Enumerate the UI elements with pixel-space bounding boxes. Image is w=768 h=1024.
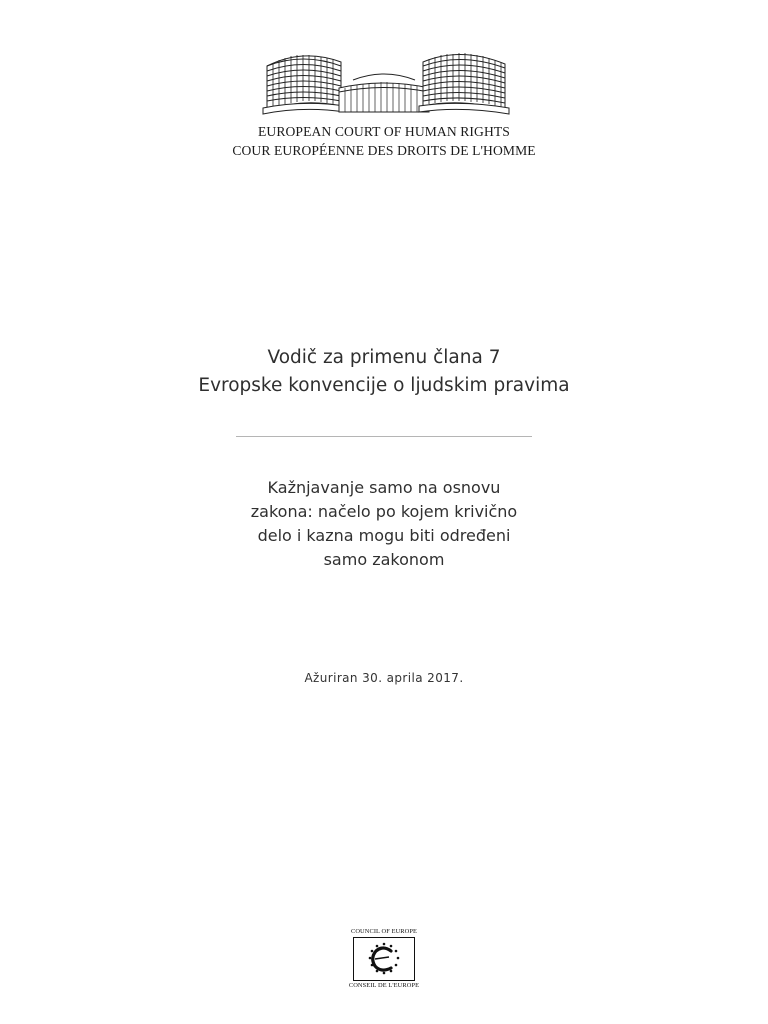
- title-divider: [236, 436, 532, 437]
- update-date: Ažuriran 30. aprila 2017.: [304, 671, 464, 685]
- subtitle-line: zakona: načelo po kojem krivično: [250, 502, 518, 521]
- subtitle-line: samo zakonom: [323, 550, 445, 569]
- coe-name-french: CONSEIL DE L'EUROPE: [348, 982, 420, 989]
- subtitle-line: delo i kazna mogu biti određeni: [257, 526, 511, 545]
- subtitle-line: Kažnjavanje samo na osnovu: [267, 478, 501, 497]
- council-of-europe-logo: [344, 928, 424, 990]
- document-title: [0, 344, 768, 400]
- court-header: [0, 44, 768, 160]
- council-of-europe-emblem-icon: [353, 937, 415, 981]
- document-subtitle: [0, 476, 768, 572]
- title-line: Vodič za primenu člana 7: [267, 347, 501, 368]
- coe-name-english: COUNCIL OF EUROPE: [350, 928, 418, 935]
- court-name-english: EUROPEAN COURT OF HUMAN RIGHTS: [258, 124, 510, 139]
- court-name-french: COUR EUROPÉENNE DES DROITS DE L'HOMME: [232, 143, 536, 158]
- court-building-icon: [253, 44, 515, 116]
- title-line: Evropske konvencije o ljudskim pravima: [198, 375, 570, 396]
